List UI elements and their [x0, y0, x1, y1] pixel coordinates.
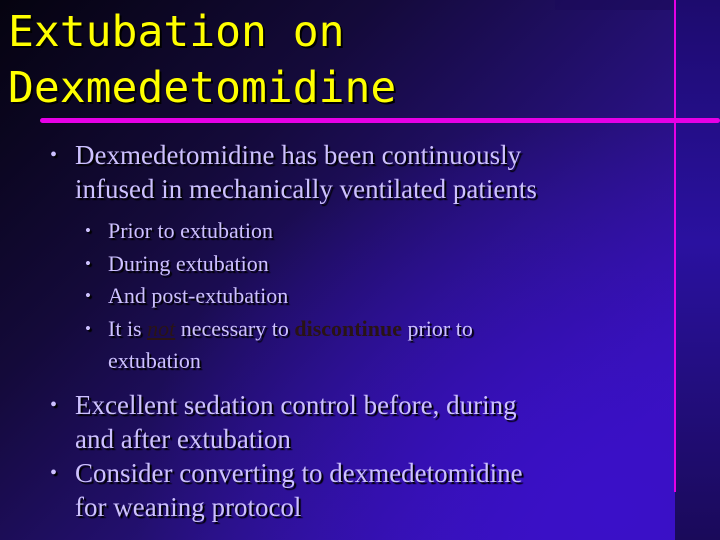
sub-bullet-4-line-2: extubation — [108, 348, 201, 373]
sub-bullet-item-3 — [0, 280, 670, 313]
title-line-2: Dexmedetomidine — [8, 63, 397, 113]
bullet-2-line-2: and after extubation — [75, 423, 291, 454]
sub-bullet-item-1 — [0, 215, 670, 248]
sub-bullet-item-2 — [0, 248, 670, 281]
title-line-1: Extubation on — [8, 7, 345, 57]
sub-bullet-icon: • — [85, 318, 91, 338]
bullet-item-3 — [0, 456, 670, 524]
bullet-icon: • — [50, 144, 58, 166]
right-accent-rule — [674, 0, 676, 492]
sub-bullet-list — [0, 215, 670, 378]
bullet-3-line-1: Consider converting to dexmedetomidine — [75, 457, 523, 488]
bullet-1-line-2: infused in mechanically ventilated patients — [75, 174, 537, 204]
title-underline-rule — [40, 118, 720, 123]
sub-bullet-icon: • — [85, 286, 91, 305]
emphasis-not: not — [147, 315, 176, 341]
bullet-list — [0, 138, 670, 524]
sub-bullet-4-prefix: It is — [108, 315, 148, 341]
bullet-item-2 — [0, 388, 670, 456]
bullet-1-line-1: Dexmedetomidine has been continuously — [75, 140, 522, 170]
sub-bullet-4-suffix: prior to — [401, 315, 473, 341]
sub-bullet-1-text: Prior to extubation — [108, 218, 273, 243]
sub-bullet-4-middle: necessary to — [175, 315, 295, 341]
side-band — [675, 0, 720, 540]
emphasis-discontinue: discontinue — [294, 315, 402, 341]
sub-bullet-2-text: During extubation — [108, 250, 269, 276]
bullet-icon: • — [50, 393, 58, 416]
bullet-icon: • — [50, 461, 58, 484]
slide-title — [8, 4, 396, 116]
sub-bullet-item-4 — [0, 313, 670, 378]
sub-bullet-3-text: And post-extubation — [108, 283, 289, 308]
bullet-item-1 — [0, 138, 670, 206]
side-band-top — [555, 0, 675, 10]
bullet-2-line-1: Excellent sedation control before, during — [75, 389, 517, 420]
bullet-3-line-2: for weaning protocol — [75, 491, 302, 522]
sub-bullet-icon: • — [85, 253, 91, 273]
sub-bullet-icon: • — [85, 221, 91, 240]
